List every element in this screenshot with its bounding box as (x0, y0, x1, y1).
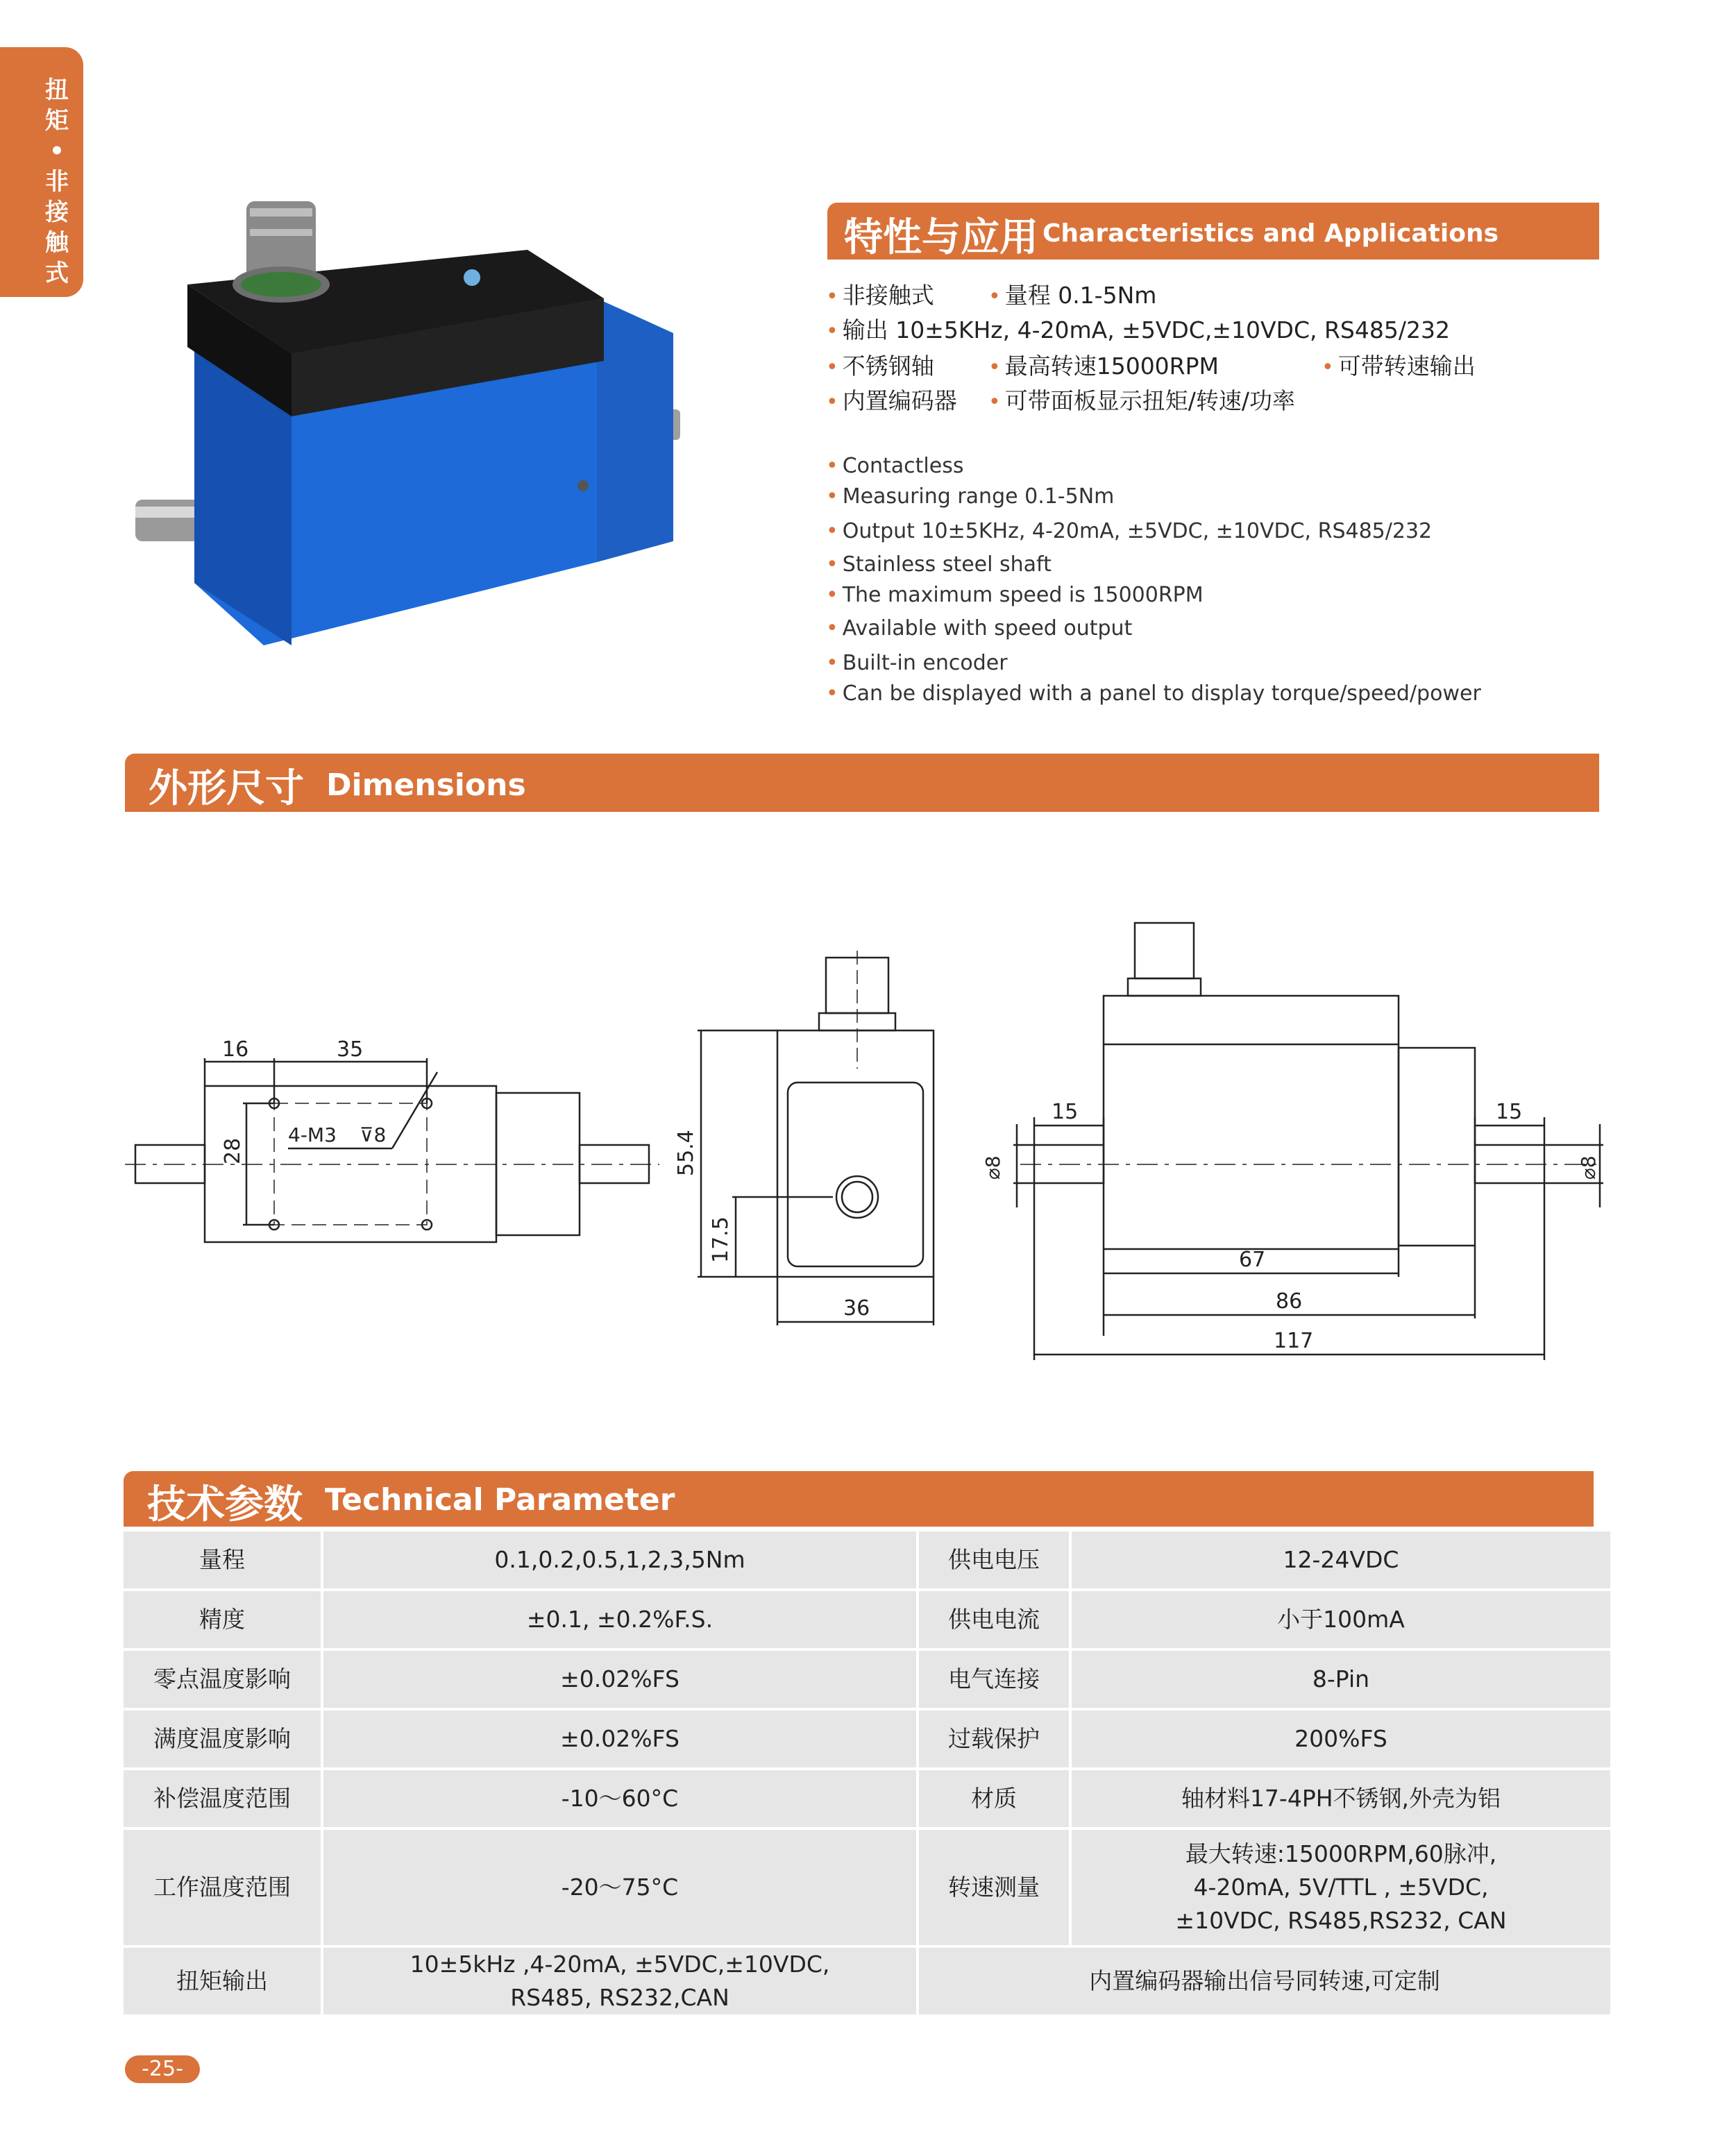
value-line: 10±5kHz ,4-20mA, ±5VDC,±10VDC, (410, 1951, 830, 1978)
table-row (124, 1830, 1610, 1945)
feature-en-1: • Contactless (826, 454, 964, 478)
feature-en-7: • Built-in encoder (826, 651, 1008, 675)
feature-cn-3: • 输出 10±5KHz, 4-20mA, ±5VDC,±10VDC, RS485/232 (826, 316, 1450, 343)
technical-header (124, 1471, 1594, 1527)
param-label: 量程 (124, 1531, 321, 1588)
param-label: 电气连接 (919, 1651, 1069, 1708)
dim-67: 67 (1239, 1248, 1266, 1272)
characteristics-header (827, 203, 1599, 260)
technical-table (121, 1529, 1613, 2017)
param-value: 8-Pin (1072, 1651, 1610, 1708)
feature-cn-5: • 最高转速15000RPM (988, 353, 1219, 380)
param-label: 满度温度影响 (124, 1711, 321, 1767)
dim-16: 16 (222, 1037, 249, 1062)
table-row (124, 1591, 1610, 1648)
param-value: 小于100mA (1072, 1591, 1610, 1648)
table-row (124, 1711, 1610, 1767)
dim-hole-spec: 4-M3 (288, 1123, 337, 1146)
side-tab-label: 扭 矩 • 非 接 触 式 (45, 76, 69, 287)
param-label: 转速测量 (919, 1830, 1069, 1945)
dimensions-header (125, 754, 1599, 812)
param-value: ±0.1, ±0.2%F.S. (323, 1591, 916, 1648)
table-row (124, 1770, 1610, 1827)
feature-en-6: • Available with speed output (826, 616, 1133, 640)
param-value: ±0.02%FS (323, 1651, 916, 1708)
side-category-tab[interactable] (0, 47, 83, 297)
param-label: 材质 (919, 1770, 1069, 1827)
feature-en-8: • Can be displayed with a panel to display torque/speed/power (826, 681, 1481, 706)
dim-phi8-left: ⌀8 (981, 1155, 1004, 1180)
value-line: ±10VDC, RS485,RS232, CAN (1175, 1907, 1507, 1934)
dimensions-title-en: Dimensions (326, 767, 526, 803)
technical-title-en: Technical Parameter (325, 1482, 675, 1518)
value-line: 最大转速:15000RPM,60脉冲, (1185, 1840, 1497, 1867)
param-label: 扭矩输出 (124, 1948, 321, 2014)
value-line: RS485, RS232,CAN (510, 1984, 729, 2011)
param-label: 工作温度范围 (124, 1830, 321, 1945)
dim-28: 28 (221, 1137, 245, 1164)
feature-en-3: • Output 10±5KHz, 4-20mA, ±5VDC, ±10VDC, RS485/232 (826, 519, 1433, 543)
dimensions-title-cn: 外形尺寸 (149, 766, 304, 811)
dim-35: 35 (337, 1037, 364, 1062)
param-label: 过载保护 (919, 1711, 1069, 1767)
characteristics-title-cn: 特性与应用 (844, 215, 1038, 260)
feature-en-2: • Measuring range 0.1-5Nm (826, 484, 1115, 509)
dim-hole-depth: ⊽8 (360, 1123, 387, 1146)
characteristics-title-en: Characteristics and Applications (1043, 219, 1499, 248)
side-view (698, 951, 934, 1325)
dim-17-5: 17.5 (709, 1216, 733, 1263)
dim-phi8-right: ⌀8 (1577, 1155, 1600, 1180)
dim-15-right: 15 (1496, 1100, 1523, 1124)
dim-86: 86 (1276, 1289, 1303, 1314)
page-number: -25- (125, 2055, 200, 2083)
feature-cn-4: • 不锈钢轴 (826, 353, 934, 380)
param-value: 轴材料17-4PH不锈钢,外壳为铝 (1072, 1770, 1610, 1827)
dimension-drawing (118, 902, 1617, 1388)
top-view (125, 1058, 659, 1242)
feature-cn-6: • 可带转速输出 (1322, 353, 1476, 380)
feature-en-5: • The maximum speed is 15000RPM (826, 583, 1204, 607)
param-label: 补偿温度范围 (124, 1770, 321, 1827)
value-line: 4-20mA, 5V/TTL , ±5VDC, (1193, 1874, 1489, 1901)
feature-cn-8: • 可带面板显示扭矩/转速/功率 (988, 387, 1295, 414)
dim-117: 117 (1274, 1329, 1314, 1353)
product-photo (125, 194, 694, 666)
param-value: 0.1,0.2,0.5,1,2,3,5Nm (323, 1531, 916, 1588)
feature-cn-1: • 非接触式 (826, 282, 934, 309)
param-value: ±0.02%FS (323, 1711, 916, 1767)
param-value-multiline (1072, 1830, 1610, 1945)
param-value-wide: 内置编码器输出信号同转速,可定制 (919, 1948, 1610, 2014)
param-value: 200%FS (1072, 1711, 1610, 1767)
param-label: 精度 (124, 1591, 321, 1648)
table-row (124, 1651, 1610, 1708)
dim-15-left: 15 (1052, 1100, 1079, 1124)
dim-55-4: 55.4 (674, 1130, 698, 1176)
table-row (124, 1531, 1610, 1588)
feature-en-4: • Stainless steel shaft (826, 552, 1052, 577)
feature-cn-7: • 内置编码器 (826, 387, 957, 414)
dim-36: 36 (843, 1296, 870, 1321)
technical-title-cn: 技术参数 (147, 1482, 303, 1527)
param-value: 12-24VDC (1072, 1531, 1610, 1588)
feature-cn-2: • 量程 0.1-5Nm (988, 282, 1157, 309)
front-view (1013, 923, 1603, 1360)
param-value: -10～60°C (323, 1770, 916, 1827)
param-value: -20～75°C (323, 1830, 916, 1945)
param-value-multiline (323, 1948, 916, 2014)
param-label: 供电电压 (919, 1531, 1069, 1588)
table-row (124, 1948, 1610, 2014)
param-label: 零点温度影响 (124, 1651, 321, 1708)
param-label: 供电电流 (919, 1591, 1069, 1648)
